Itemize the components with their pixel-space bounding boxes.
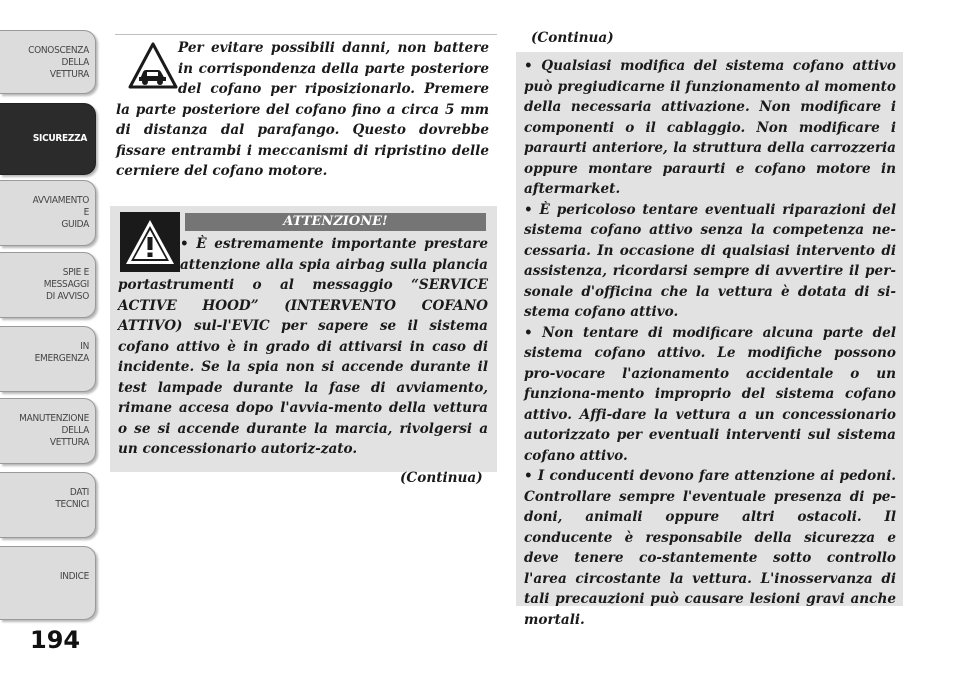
tab-sicurezza-label: SICUREZZA — [32, 133, 87, 144]
bullet-item: • I conducenti devono fare attenzione ai pedoni. Controllare sempre l'eventuale presenza di pe-doni, animali oppure altri ostacoli. Il conducente è responsabile della sicurezza e deve tenere co-stantemente sotto controllo l'area circostante la vettura. L'inosservanza di tali precauzioni può causare lesioni gravi anche mortali. — [524, 468, 896, 628]
warning-icon-spacer — [118, 234, 180, 274]
bullet-item: • Non tentare di modificare alcuna parte del sistema cofano attivo. Le modifiche possono pro-vocare l'azionamento accidentale o un funziona-mento improprio del sistema cofano attivo. Affi-dare la vettura a un concessionario autorizzato per eventuali interventi sul sistema cofano attivo. — [524, 324, 896, 464]
top-divider — [115, 34, 497, 35]
continued-header-right: (Continua) — [531, 30, 614, 46]
caution-text: Per evitare possibili danni, non battere in corrispondenza della parte posteriore del cofano per riposizionarlo. Premere la parte posteriore del cofano fino a circa 5 mm di distanza dal parafango. Questo dovrebbe fissare entrambi i meccanismi di ripristino delle cerniere del cofano motore. — [116, 40, 489, 179]
page-number: 194 — [30, 626, 81, 654]
tab-in-emergenza[interactable]: IN EMERGENZA — [0, 326, 96, 392]
tab-sicurezza[interactable] — [0, 103, 96, 175]
tab-indice[interactable]: INDICE — [0, 546, 96, 620]
caution-icon-spacer — [116, 38, 178, 98]
bullet-item: • Qualsiasi modifica del sistema cofano attivo può pregiudicarne il funzionamento al momento della necessaria attivazione. Non modificare i componenti o il cablaggio. Non modificare i paraurti anteriore, la struttura della carrozzeria oppure montare paraurti e cofano motore in aftermarket. — [524, 58, 896, 197]
tab-avviamento-e-guida[interactable]: AVVIAMENTO E GUIDA — [0, 180, 96, 246]
continued-label-left: (Continua) — [400, 470, 483, 486]
bullet-item: • È pericoloso tentare eventuali riparazioni del sistema cofano attivo senza la competenza ne-cessaria. In occasione di qualsiasi intervento di assistenza, ricordarsi sempre di avvertire il per-sonale d'officina che la vettura è dotata di si-stema cofano attivo. — [524, 201, 896, 320]
warning-continued-text — [524, 56, 896, 630]
warning-header: ATTENZIONE! — [185, 213, 486, 231]
tab-spie-e-messaggi[interactable]: SPIE E MESSAGGI DI AVVISO — [0, 252, 96, 318]
tab-dati-tecnici[interactable]: DATI TECNICI — [0, 472, 96, 538]
warning-text: • È estremamente importante prestare attenzione alla spia airbag sulla plancia portastrumenti o al messaggio “SERVICE ACTIVE HOOD” (INTERVENTO COFANO ATTIVO) sul-l'EVIC per sapere se il sistema cofano attivo è in grado di attivarsi in caso di incidente. Se la spia non si accende durante il test lampade durante la fase di avviamento, rimane accesa dopo l'avvia-mento della vettura o se si accende durante la marcia, rivolgersi a un concessionario autoriz-zato. — [118, 236, 488, 457]
tab-conoscenza-della-vettura[interactable]: CONOSCENZA DELLA VETTURA — [0, 30, 96, 94]
caution-paragraph — [116, 38, 489, 182]
warning-paragraph — [118, 234, 488, 460]
tab-manutenzione-della-vettura[interactable]: MANUTENZIONE DELLA VETTURA — [0, 398, 96, 464]
